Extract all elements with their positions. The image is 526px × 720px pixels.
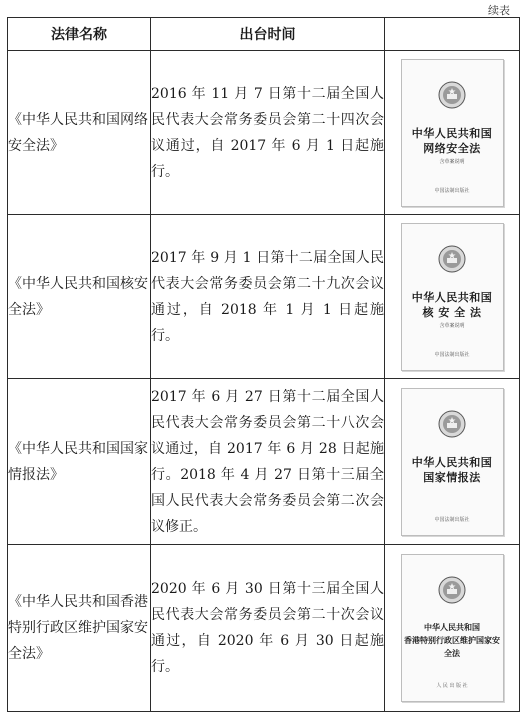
cover-title-line1: 中华人民共和国 [411,126,493,140]
national-emblem-icon [437,575,467,605]
laws-table [7,17,520,712]
continued-label: 续表 [488,4,510,17]
book-cover [401,223,504,371]
cover-title-line1: 中华人民共和国 [411,455,493,469]
table-row [8,379,520,545]
cover-title-line2: 香港特别行政区维护国家安全法 [404,635,500,658]
cover-subtitle: 含草案说明 [439,322,465,329]
law-name: 《中华人民共和国网络安全法》 [8,51,151,215]
national-emblem-icon [437,409,467,439]
cover-title-line1: 中华人民共和国 [411,290,493,304]
book-cover [401,554,504,702]
law-time: 2020 年 6 月 30 日第十三届全国人民代表大会常务委员会第二十次会议通过，自 2020 年 6 月 30 日起施行。 [151,545,385,712]
table-row [8,215,520,379]
law-name: 《中华人民共和国国家情报法》 [8,379,151,545]
cover-publisher: 中国法制出版社 [434,351,470,358]
national-emblem-icon [437,80,467,110]
cover-title [402,455,503,485]
table-row [8,51,520,215]
book-cover [401,388,504,536]
cover-title-line1: 中华人民共和国 [424,622,480,632]
law-time: 2017 年 9 月 1 日第十二届全国人民代表大会常务委员会第二十九次会议通过，自 2018 年 1 月 1 日起施行。 [151,215,385,379]
national-emblem-icon [437,244,467,274]
cover-title [402,126,503,156]
cover-cell [385,379,520,545]
cover-publisher: 中国法制出版社 [434,516,470,523]
cover-publisher: 中国法制出版社 [434,187,470,194]
law-time: 2016 年 11 月 7 日第十二届全国人民代表大会常务委员会第二十四次会议通过，自 2017 年 6 月 1 日起施行。 [151,51,385,215]
law-time: 2017 年 6 月 27 日第十二届全国人民代表大会常务委员会第二十八次会议通过，自 2017 年 6 月 28 日起施行。2018 年 4 月 27 日第十三届全国人民代表大会常务委员会第二次会议修正。 [151,379,385,545]
cover-cell [385,51,520,215]
law-name: 《中华人民共和国核安全法》 [8,215,151,379]
header-law-name: 法律名称 [8,18,151,51]
cover-title [402,290,503,320]
header-cover [385,18,520,51]
cover-publisher: 人 民 出 版 社 [436,683,468,689]
cover-cell [385,215,520,379]
book-cover [401,59,504,207]
law-name: 《中华人民共和国香港特别行政区维护国家安全法》 [8,545,151,712]
cover-title [402,621,503,660]
cover-title-line2: 国家情报法 [423,470,481,484]
table-header-row [8,18,520,51]
cover-title-line2: 网络安全法 [423,141,481,155]
header-issue-time: 出台时间 [151,18,385,51]
cover-subtitle: 含草案说明 [439,158,465,165]
cover-cell [385,545,520,712]
cover-title-line2: 核 安 全 法 [422,305,482,319]
table-row [8,545,520,712]
